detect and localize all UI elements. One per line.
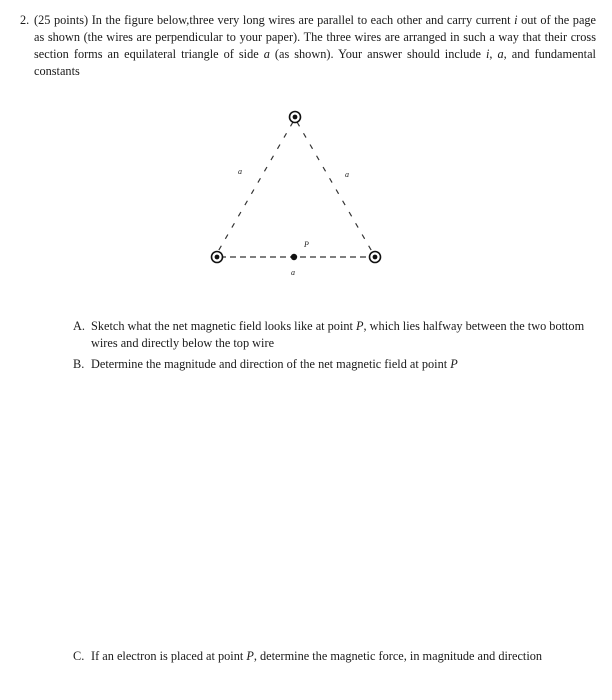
part-a-var-p: P bbox=[356, 319, 364, 333]
problem-statement bbox=[20, 12, 596, 80]
part-b-text-1: Determine the magnitude and direction of the net magnetic field at point bbox=[91, 357, 451, 371]
var-a-2: a bbox=[497, 47, 504, 61]
var-i-2: i bbox=[485, 47, 490, 61]
bottom-right-wire-icon bbox=[370, 252, 381, 263]
problem-text-1: In the figure below,three very long wires are parallel to each other and carry current bbox=[88, 13, 515, 27]
label-bottom-side: a bbox=[291, 268, 295, 277]
problem-text-2: out of the page as shown (the wires are perpendicular to your paper). The three wires are arranged in such a way that their cross section forms an equilateral triangle of side bbox=[34, 13, 597, 61]
var-i: i bbox=[514, 13, 518, 27]
right-side-line bbox=[297, 122, 374, 255]
wire-triangle-figure bbox=[190, 100, 410, 285]
part-a-letter: A. bbox=[73, 319, 85, 333]
bottom-left-wire-icon bbox=[212, 252, 223, 263]
part-b-var-p: P bbox=[450, 357, 458, 371]
triangle-diagram bbox=[190, 100, 410, 285]
problem-text-4: , and fundamental constants bbox=[34, 47, 596, 78]
part-a-text bbox=[91, 318, 593, 352]
separator: , bbox=[489, 47, 498, 61]
point-p-dot bbox=[291, 254, 297, 260]
part-c-var-p: P bbox=[246, 649, 254, 663]
part-c-text-1: If an electron is placed at point bbox=[91, 649, 247, 663]
problem-number: 2. bbox=[20, 13, 30, 27]
label-right-side: a bbox=[345, 170, 349, 179]
var-a: a bbox=[263, 47, 270, 61]
top-wire-icon bbox=[290, 112, 301, 123]
part-c bbox=[73, 648, 593, 665]
part-a-text-1: Sketch what the net magnetic field looks like at point bbox=[91, 319, 357, 333]
label-left-side: a bbox=[238, 167, 242, 176]
part-b-letter: B. bbox=[73, 357, 85, 371]
label-point-p: P bbox=[304, 240, 309, 249]
problem-text-3: (as shown). Your answer should include bbox=[269, 47, 486, 61]
part-c-letter: C. bbox=[73, 649, 85, 663]
part-b bbox=[73, 356, 593, 373]
part-c-text-2: , determine the magnetic force, in magnitude and direction bbox=[253, 649, 543, 663]
part-a-text-2: , which lies halfway between the two bottom wires and directly below the top wire bbox=[91, 319, 585, 350]
problem-body bbox=[34, 12, 596, 80]
part-a bbox=[73, 318, 593, 352]
part-b-text bbox=[91, 356, 593, 373]
problem-points: (25 points) bbox=[34, 13, 89, 27]
part-c-text bbox=[91, 648, 593, 665]
left-side-line bbox=[216, 122, 293, 255]
